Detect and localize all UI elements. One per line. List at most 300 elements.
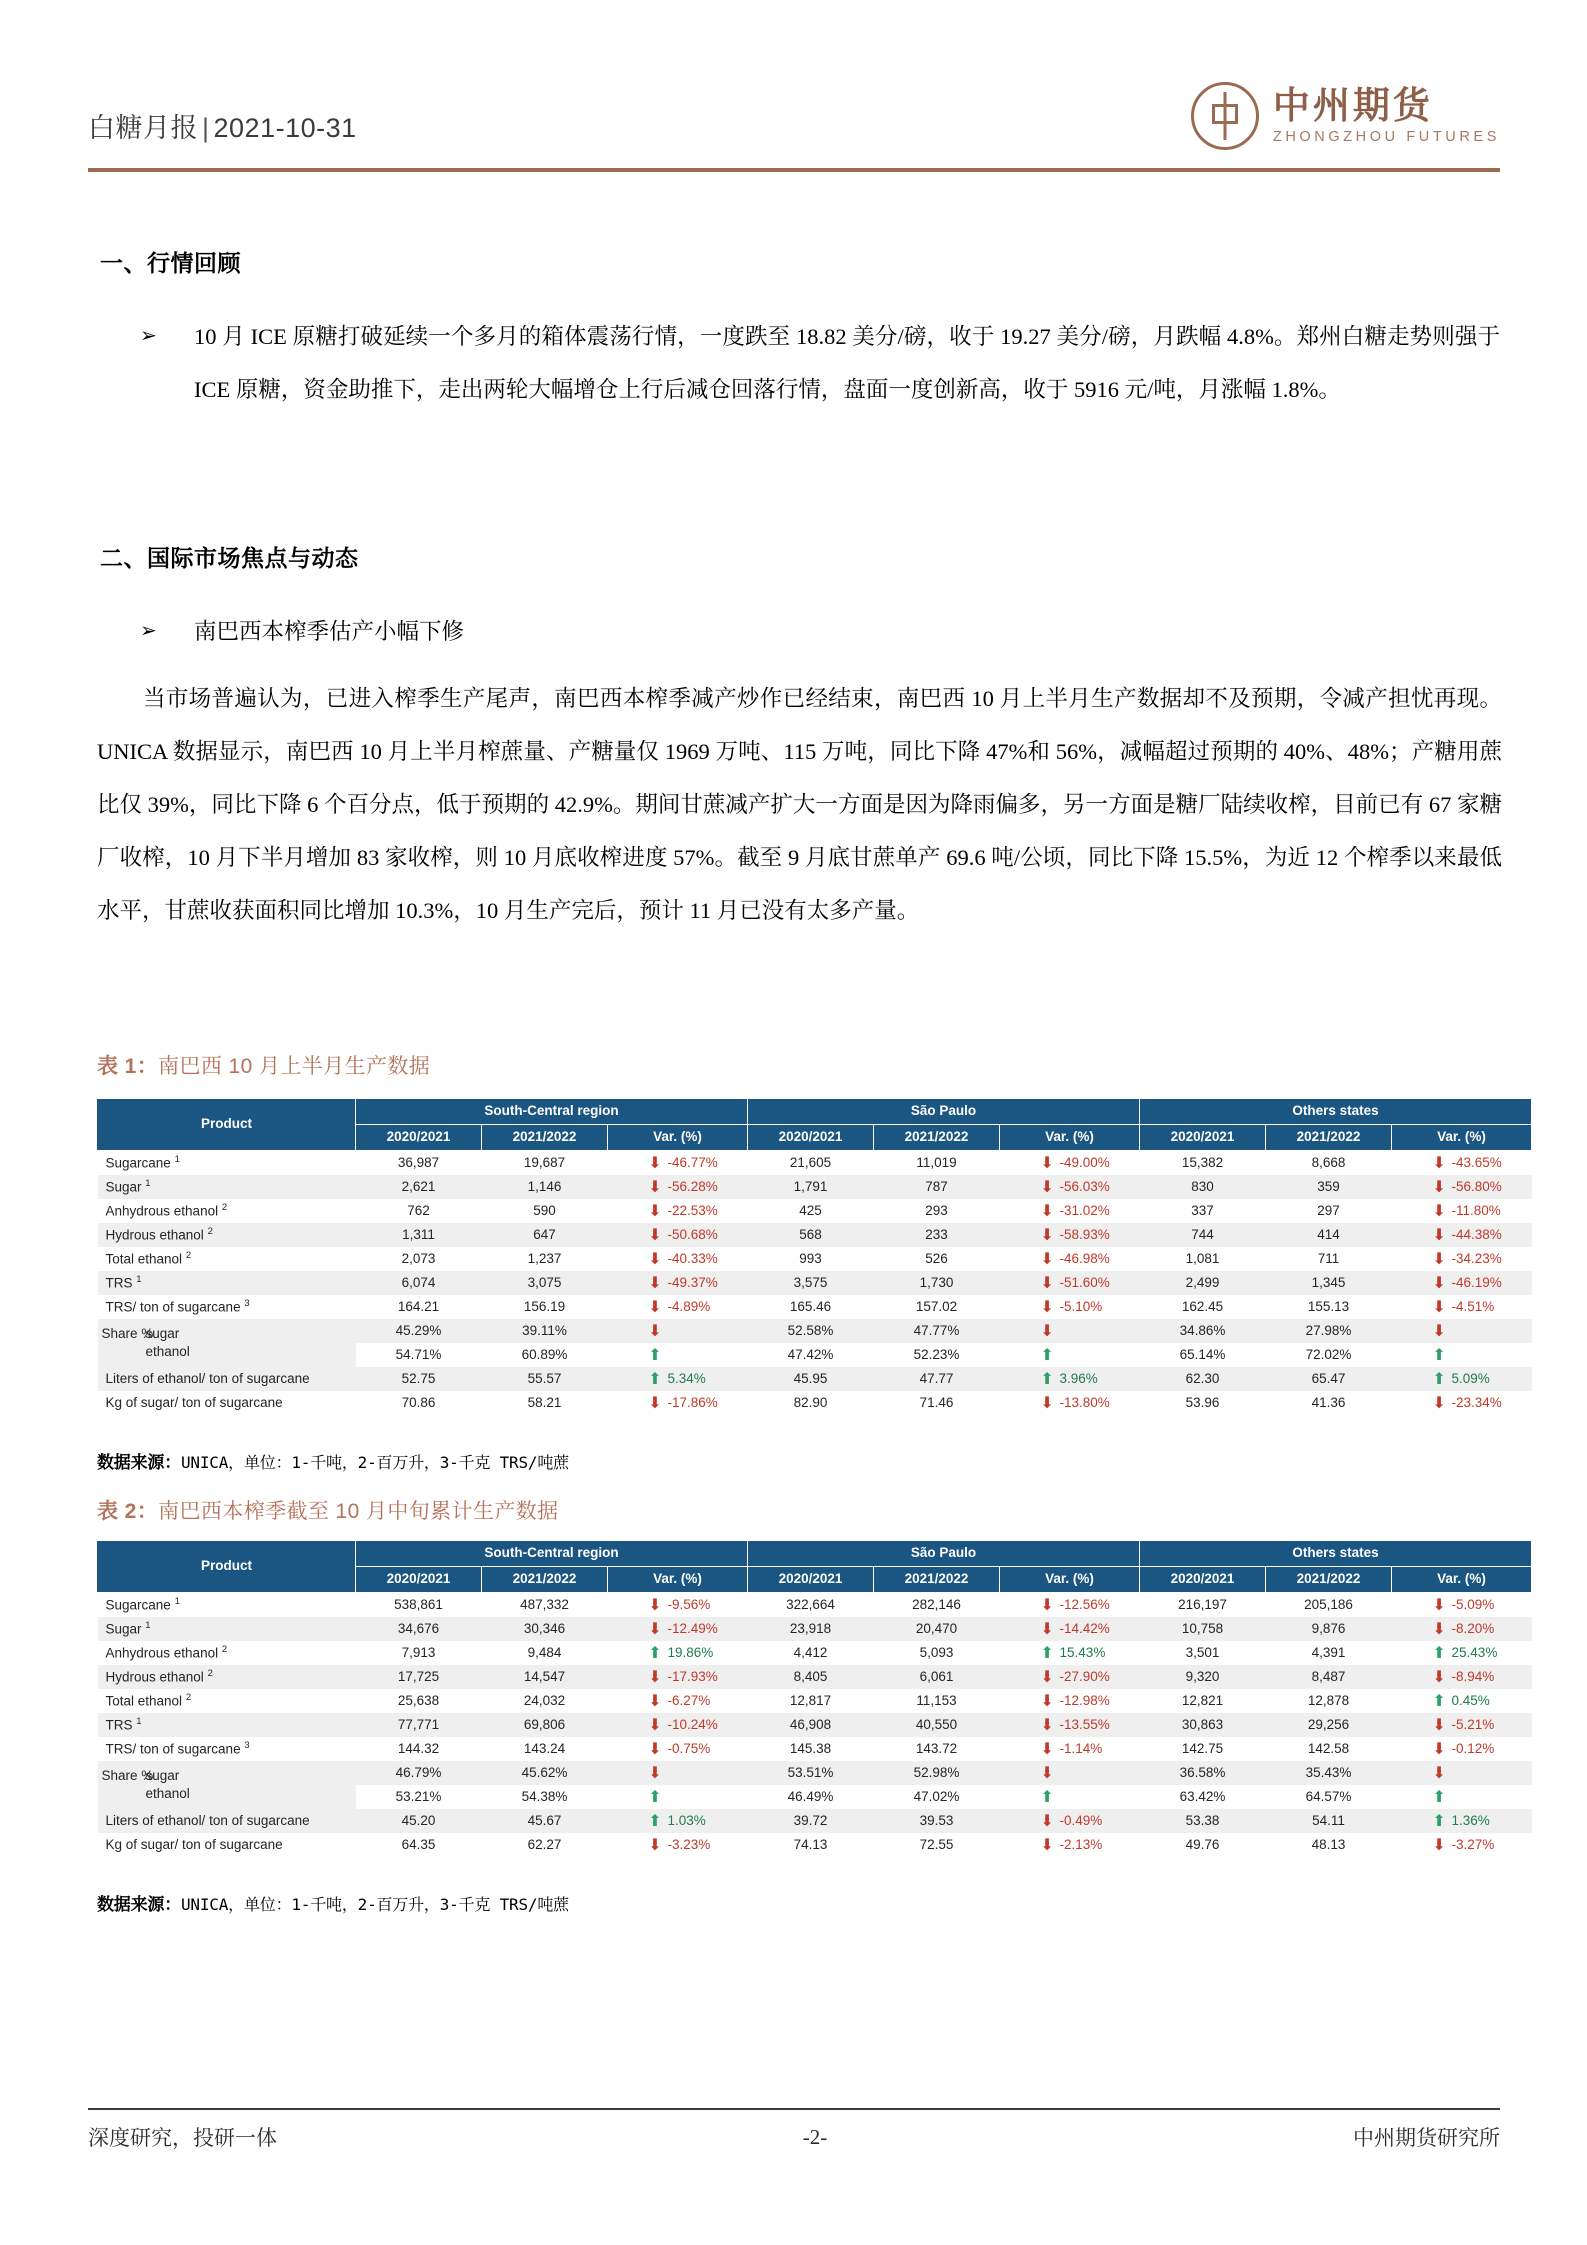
cell-value: 3,075 bbox=[482, 1271, 608, 1295]
report-title: 白糖月报 bbox=[88, 113, 198, 143]
cell-variance bbox=[608, 1343, 748, 1367]
cell-value: 744 bbox=[1140, 1223, 1266, 1247]
cell-value: 39.11% bbox=[482, 1319, 608, 1343]
table-1-col-sp-2020: 2020/2021 bbox=[748, 1124, 874, 1150]
cell-variance bbox=[1392, 1343, 1532, 1367]
down-arrow-icon: ⬇ bbox=[1040, 1176, 1054, 1196]
cell-value: 5,093 bbox=[919, 1644, 954, 1660]
section-2-bullet-text: 南巴西本榨季估产小幅下修 bbox=[194, 619, 465, 644]
cell-value: 282,146 bbox=[912, 1596, 961, 1612]
table-2-col-sc-var: Var. (%) bbox=[608, 1566, 748, 1592]
cell-value: 71.46 bbox=[919, 1394, 954, 1410]
down-arrow-icon: ⬇ bbox=[1432, 1176, 1446, 1196]
table-1-source-text: UNICA，单位：1-千吨，2-百万升，3-千克 TRS/吨蔗 bbox=[181, 1453, 569, 1472]
cell-value: 538,861 bbox=[394, 1596, 443, 1612]
down-arrow-icon: ⬇ bbox=[648, 1248, 662, 1268]
down-arrow-icon: ⬇ bbox=[1040, 1272, 1054, 1292]
down-arrow-icon: ⬇ bbox=[1040, 1690, 1054, 1710]
cell-value: 9,484 bbox=[527, 1644, 562, 1660]
cell-value: 157.02 bbox=[915, 1298, 958, 1314]
cell-value: 993 bbox=[799, 1250, 822, 1266]
down-arrow-icon: ⬇ bbox=[1432, 1152, 1446, 1172]
down-arrow-icon: ⬇ bbox=[1432, 1296, 1446, 1316]
cell-value: 143.72 bbox=[915, 1740, 958, 1756]
cell-value: 54.38% bbox=[521, 1788, 568, 1804]
cell-value: 1,237 bbox=[527, 1250, 562, 1266]
cell-value: 64.57% bbox=[1305, 1788, 1352, 1804]
cell-value: 3,575 bbox=[748, 1271, 874, 1295]
table-row bbox=[98, 1617, 1532, 1641]
cell-variance: ⬇ -56.03% bbox=[1000, 1175, 1140, 1199]
table-row bbox=[98, 1713, 1532, 1737]
cell-variance bbox=[1392, 1761, 1532, 1785]
down-arrow-icon: ⬇ bbox=[1432, 1320, 1446, 1340]
cell-value: 47.42% bbox=[787, 1346, 834, 1362]
table-2-head bbox=[98, 1541, 1532, 1593]
cell-value: 297 bbox=[1317, 1202, 1340, 1218]
cell-value: 82.90 bbox=[793, 1394, 828, 1410]
down-arrow-icon: ⬇ bbox=[1432, 1714, 1446, 1734]
up-arrow-icon: ⬆ bbox=[1040, 1368, 1054, 1388]
cell-variance bbox=[1000, 1319, 1140, 1343]
cell-value: 526 bbox=[925, 1250, 948, 1266]
down-arrow-icon: ⬇ bbox=[1432, 1618, 1446, 1638]
table-2-col-ot-var: Var. (%) bbox=[1392, 1566, 1532, 1592]
cell-variance: ⬇ -0.49% bbox=[1000, 1809, 1140, 1833]
cell-value: 52.98% bbox=[874, 1761, 1000, 1785]
cell-variance: ⬇ -46.77% bbox=[648, 1152, 718, 1172]
cell-variance bbox=[1392, 1785, 1532, 1809]
cell-value: 48.13 bbox=[1311, 1836, 1346, 1852]
cell-value: 359 bbox=[1266, 1175, 1392, 1199]
cell-value: 46.79% bbox=[356, 1761, 482, 1785]
down-arrow-icon: ⬇ bbox=[648, 1224, 662, 1244]
company-logo bbox=[1191, 78, 1500, 154]
cell-value: 34,676 bbox=[356, 1617, 482, 1641]
table-2-col-sp-2021: 2021/2022 bbox=[874, 1566, 1000, 1592]
table-1-col-sp-var: Var. (%) bbox=[1000, 1124, 1140, 1150]
down-arrow-icon: ⬇ bbox=[1040, 1152, 1054, 1172]
table-2-col-sc-2021: 2021/2022 bbox=[482, 1566, 608, 1592]
down-arrow-icon: ⬇ bbox=[1040, 1762, 1054, 1782]
cell-variance: ⬇ -1.14% bbox=[1040, 1738, 1103, 1758]
cell-value: 8,668 bbox=[1311, 1154, 1346, 1170]
table-1-caption-text: 南巴西 10 月上半月生产数据 bbox=[158, 1055, 431, 1078]
table-1-col-ot-var: Var. (%) bbox=[1392, 1124, 1532, 1150]
cell-value: 1,730 bbox=[874, 1271, 1000, 1295]
cell-value: 30,346 bbox=[482, 1617, 608, 1641]
cell-value: 143.24 bbox=[523, 1740, 566, 1756]
table-2-caption bbox=[97, 1495, 559, 1525]
cell-variance: ⬆ 0.45% bbox=[1432, 1690, 1490, 1710]
cell-variance: ⬇ -17.93% bbox=[608, 1665, 748, 1689]
cell-value: 45.29% bbox=[356, 1319, 482, 1343]
row-label: Kg of sugar/ ton of sugarcane bbox=[105, 1836, 283, 1852]
row-label: Hydrous ethanol $^2$ bbox=[98, 1665, 356, 1689]
cell-value: 1,311 bbox=[356, 1223, 482, 1247]
cell-value: 23,918 bbox=[748, 1617, 874, 1641]
down-arrow-icon: ⬇ bbox=[1040, 1738, 1054, 1758]
table-row bbox=[98, 1833, 1532, 1857]
down-arrow-icon: ⬇ bbox=[1040, 1834, 1054, 1854]
down-arrow-icon: ⬇ bbox=[1040, 1320, 1054, 1340]
cell-value: 55.57 bbox=[482, 1367, 608, 1391]
down-arrow-icon: ⬇ bbox=[1432, 1392, 1446, 1412]
cell-variance: ⬆ 15.43% bbox=[1040, 1642, 1106, 1662]
table-2 bbox=[97, 1540, 1532, 1857]
cell-variance: ⬆ 25.43% bbox=[1432, 1642, 1498, 1662]
cell-value: 142.75 bbox=[1181, 1740, 1224, 1756]
up-arrow-icon: ⬆ bbox=[648, 1810, 662, 1830]
table-2-source-text: UNICA，单位：1-千吨，2-百万升，3-千克 TRS/吨蔗 bbox=[181, 1895, 569, 1914]
cell-variance: ⬇ -31.02% bbox=[1040, 1200, 1110, 1220]
cell-value: 36,987 bbox=[397, 1154, 440, 1170]
cell-value: 164.21 bbox=[397, 1298, 440, 1314]
cell-value: 54.71% bbox=[395, 1346, 442, 1362]
cell-variance: ⬇ -12.56% bbox=[1040, 1594, 1110, 1614]
row-label: TRS $^1$ bbox=[98, 1271, 356, 1295]
cell-value: 40,550 bbox=[874, 1713, 1000, 1737]
cell-value: 47.77% bbox=[874, 1319, 1000, 1343]
page-header bbox=[88, 78, 1500, 170]
cell-value: 41.36 bbox=[1311, 1394, 1346, 1410]
table-row bbox=[98, 1665, 1532, 1689]
share-label bbox=[98, 1761, 356, 1809]
down-arrow-icon: ⬇ bbox=[648, 1594, 662, 1614]
cell-value: 53.38 bbox=[1140, 1809, 1266, 1833]
cell-variance: ⬇ -12.98% bbox=[1040, 1690, 1110, 1710]
cell-value: 425 bbox=[799, 1202, 822, 1218]
cell-value: 65.14% bbox=[1179, 1346, 1226, 1362]
up-arrow-icon: ⬆ bbox=[1040, 1786, 1054, 1806]
cell-value: 145.38 bbox=[789, 1740, 832, 1756]
cell-value: 9,320 bbox=[1140, 1665, 1266, 1689]
down-arrow-icon: ⬇ bbox=[1432, 1594, 1446, 1614]
cell-value: 1,791 bbox=[748, 1175, 874, 1199]
row-label: TRS $^1$ bbox=[98, 1713, 356, 1737]
down-arrow-icon: ⬇ bbox=[1040, 1666, 1054, 1686]
cell-value: 205,186 bbox=[1304, 1596, 1353, 1612]
cell-variance: ⬇ -56.28% bbox=[608, 1175, 748, 1199]
cell-variance: ⬇ -10.24% bbox=[608, 1713, 748, 1737]
table-row bbox=[98, 1175, 1532, 1199]
table-row bbox=[98, 1150, 1532, 1175]
table-2-group-others: Others states bbox=[1140, 1541, 1532, 1567]
up-arrow-icon: ⬆ bbox=[1432, 1690, 1446, 1710]
table-1-source bbox=[97, 1448, 569, 1473]
down-arrow-icon: ⬇ bbox=[648, 1296, 662, 1316]
cell-value: 8,487 bbox=[1266, 1665, 1392, 1689]
footer-page-number: -2- bbox=[802, 2124, 828, 2149]
table-1-caption bbox=[97, 1050, 430, 1080]
down-arrow-icon: ⬇ bbox=[1040, 1248, 1054, 1268]
cell-value: 3,501 bbox=[1185, 1644, 1220, 1660]
up-arrow-icon: ⬆ bbox=[1432, 1642, 1446, 1662]
table-1-col-sc-var: Var. (%) bbox=[608, 1124, 748, 1150]
cell-value: 6,061 bbox=[874, 1665, 1000, 1689]
cell-value: 11,019 bbox=[916, 1154, 957, 1170]
down-arrow-icon: ⬇ bbox=[1432, 1666, 1446, 1686]
cell-value: 63.42% bbox=[1179, 1788, 1226, 1804]
up-arrow-icon: ⬆ bbox=[648, 1368, 662, 1388]
cell-value: 21,605 bbox=[789, 1154, 832, 1170]
up-arrow-icon: ⬆ bbox=[1040, 1344, 1054, 1364]
cell-variance: ⬇ -22.53% bbox=[648, 1200, 718, 1220]
down-arrow-icon: ⬇ bbox=[1432, 1762, 1446, 1782]
share-label-text: Share % bbox=[101, 1326, 154, 1342]
table-1-product-header: Product bbox=[98, 1099, 356, 1151]
table-row bbox=[98, 1391, 1532, 1415]
down-arrow-icon: ⬇ bbox=[1432, 1200, 1446, 1220]
cell-value: 53.96 bbox=[1185, 1394, 1220, 1410]
table-2-source-label: 数据来源： bbox=[97, 1895, 181, 1914]
cell-value: 1,146 bbox=[482, 1175, 608, 1199]
cell-value: 15,382 bbox=[1181, 1154, 1224, 1170]
cell-value: 25,638 bbox=[397, 1692, 440, 1708]
cell-variance bbox=[1392, 1319, 1532, 1343]
table-2-group-south-central: South-Central region bbox=[356, 1541, 748, 1567]
up-arrow-icon: ⬆ bbox=[648, 1642, 662, 1662]
cell-variance: ⬇ -8.20% bbox=[1392, 1617, 1532, 1641]
cell-variance: ⬆ 3.96% bbox=[1000, 1367, 1140, 1391]
bullet-arrow-icon: ➢ bbox=[140, 325, 157, 347]
table-2-caption-prefix: 表 2： bbox=[97, 1500, 159, 1523]
table-1-group-header-row bbox=[98, 1099, 1532, 1125]
down-arrow-icon: ⬇ bbox=[1432, 1248, 1446, 1268]
row-label: Kg of sugar/ ton of sugarcane bbox=[105, 1394, 283, 1410]
cell-variance: ⬇ -8.94% bbox=[1392, 1665, 1532, 1689]
row-label: Sugarcane $^1$ bbox=[105, 1595, 180, 1613]
cell-value: 65.47 bbox=[1266, 1367, 1392, 1391]
table-2-product-header: Product bbox=[98, 1541, 356, 1593]
down-arrow-icon: ⬇ bbox=[648, 1714, 662, 1734]
cell-variance bbox=[1000, 1761, 1140, 1785]
cell-value: 590 bbox=[533, 1202, 556, 1218]
cell-value: 30,863 bbox=[1140, 1713, 1266, 1737]
cell-variance: ⬇ -51.60% bbox=[1000, 1271, 1140, 1295]
cell-value: 29,256 bbox=[1266, 1713, 1392, 1737]
table-row bbox=[98, 1367, 1532, 1391]
row-label: Anhydrous ethanol $^2$ bbox=[105, 1201, 228, 1219]
cell-value: 10,758 bbox=[1140, 1617, 1266, 1641]
table-1-col-sc-2020: 2020/2021 bbox=[356, 1124, 482, 1150]
table-2-group-header-row bbox=[98, 1541, 1532, 1567]
cell-value: 47.77 bbox=[874, 1367, 1000, 1391]
share-label bbox=[98, 1319, 356, 1367]
table-row-share-sugar bbox=[98, 1319, 1532, 1343]
cell-value: 72.55 bbox=[919, 1836, 954, 1852]
cell-value: 322,664 bbox=[786, 1596, 835, 1612]
table-2-col-sc-2020: 2020/2021 bbox=[356, 1566, 482, 1592]
page-footer bbox=[88, 2122, 1500, 2152]
table-1-col-sp-2021: 2021/2022 bbox=[874, 1124, 1000, 1150]
down-arrow-icon: ⬇ bbox=[648, 1690, 662, 1710]
cell-value: 53.21% bbox=[395, 1788, 442, 1804]
down-arrow-icon: ⬇ bbox=[648, 1392, 662, 1412]
cell-variance: ⬇ -13.55% bbox=[1000, 1713, 1140, 1737]
cell-value: 4,412 bbox=[793, 1644, 828, 1660]
cell-value: 45.67 bbox=[482, 1809, 608, 1833]
cell-variance: ⬇ -0.12% bbox=[1432, 1738, 1495, 1758]
share-label-text: Share % bbox=[101, 1768, 154, 1784]
table-1-source-label: 数据来源： bbox=[97, 1453, 181, 1472]
table-row bbox=[98, 1247, 1532, 1271]
cell-variance: ⬆ 1.36% bbox=[1392, 1809, 1532, 1833]
cell-variance: ⬇ -3.23% bbox=[648, 1834, 711, 1854]
down-arrow-icon: ⬇ bbox=[648, 1272, 662, 1292]
cell-value: 711 bbox=[1317, 1250, 1340, 1266]
cell-variance bbox=[608, 1319, 748, 1343]
cell-value: 156.19 bbox=[523, 1298, 566, 1314]
up-arrow-icon: ⬆ bbox=[1432, 1368, 1446, 1388]
down-arrow-icon: ⬇ bbox=[1040, 1594, 1054, 1614]
cell-variance: ⬇ -11.80% bbox=[1432, 1200, 1501, 1220]
cell-value: 647 bbox=[482, 1223, 608, 1247]
cell-value: 58.21 bbox=[527, 1394, 562, 1410]
section-1-bullet bbox=[140, 310, 1500, 416]
cell-value: 47.02% bbox=[913, 1788, 960, 1804]
cell-value: 46,908 bbox=[748, 1713, 874, 1737]
cell-variance: ⬇ -44.38% bbox=[1392, 1223, 1532, 1247]
cell-value: 293 bbox=[925, 1202, 948, 1218]
header-separator: | bbox=[202, 113, 210, 143]
row-label: Hydrous ethanol $^2$ bbox=[98, 1223, 356, 1247]
cell-value: 70.86 bbox=[401, 1394, 436, 1410]
table-row bbox=[98, 1641, 1532, 1665]
up-arrow-icon: ⬆ bbox=[648, 1344, 662, 1364]
cell-value: 74.13 bbox=[793, 1836, 828, 1852]
row-label: Anhydrous ethanol $^2$ bbox=[105, 1643, 228, 1661]
cell-value: 6,074 bbox=[356, 1271, 482, 1295]
table-1-group-sao-paulo: São Paulo bbox=[748, 1099, 1140, 1125]
cell-value: 62.30 bbox=[1140, 1367, 1266, 1391]
cell-value: 487,332 bbox=[520, 1596, 569, 1612]
cell-value: 830 bbox=[1140, 1175, 1266, 1199]
down-arrow-icon: ⬇ bbox=[1040, 1224, 1054, 1244]
down-arrow-icon: ⬇ bbox=[1432, 1272, 1446, 1292]
table-2-body bbox=[98, 1592, 1532, 1857]
cell-variance: ⬇ -2.13% bbox=[1040, 1834, 1103, 1854]
cell-variance bbox=[1000, 1343, 1140, 1367]
cell-value: 14,547 bbox=[482, 1665, 608, 1689]
share-ethanol-label: ethanol bbox=[145, 1785, 190, 1801]
cell-variance: ⬆ 5.09% bbox=[1392, 1367, 1532, 1391]
table-row bbox=[98, 1271, 1532, 1295]
cell-value: 49.76 bbox=[1185, 1836, 1220, 1852]
cell-value: 54.11 bbox=[1266, 1809, 1392, 1833]
cell-value: 1,081 bbox=[1185, 1250, 1220, 1266]
cell-value: 52.75 bbox=[356, 1367, 482, 1391]
table-2-caption-text: 南巴西本榨季截至 10 月中旬累计生产数据 bbox=[158, 1500, 559, 1523]
logo-chinese-name: 中州期货 bbox=[1272, 85, 1433, 127]
table-2-group-sao-paulo: São Paulo bbox=[748, 1541, 1140, 1567]
cell-value: 337 bbox=[1191, 1202, 1214, 1218]
cell-variance bbox=[1000, 1785, 1140, 1809]
up-arrow-icon: ⬆ bbox=[1432, 1810, 1446, 1830]
cell-value: 762 bbox=[407, 1202, 430, 1218]
table-1-col-sc-2021: 2021/2022 bbox=[482, 1124, 608, 1150]
cell-value: 72.02% bbox=[1305, 1346, 1352, 1362]
header-title bbox=[88, 106, 357, 145]
table-1-group-south-central: South-Central region bbox=[356, 1099, 748, 1125]
cell-variance: ⬇ -56.80% bbox=[1392, 1175, 1532, 1199]
cell-variance: ⬇ -46.19% bbox=[1392, 1271, 1532, 1295]
down-arrow-icon: ⬇ bbox=[1432, 1738, 1446, 1758]
logo-english-name: ZHONGZHOU FUTURES bbox=[1272, 128, 1500, 145]
cell-value: 45.20 bbox=[356, 1809, 482, 1833]
up-arrow-icon: ⬆ bbox=[1432, 1786, 1446, 1806]
cell-value: 20,470 bbox=[874, 1617, 1000, 1641]
cell-value: 2,073 bbox=[401, 1250, 436, 1266]
cell-variance: ⬇ -0.75% bbox=[648, 1738, 711, 1758]
cell-variance: ⬇ -5.21% bbox=[1392, 1713, 1532, 1737]
cell-value: 77,771 bbox=[356, 1713, 482, 1737]
cell-variance: ⬇ -58.93% bbox=[1000, 1223, 1140, 1247]
section-2-bullet bbox=[140, 605, 1500, 658]
header-divider bbox=[88, 168, 1500, 172]
cell-value: 35.43% bbox=[1266, 1761, 1392, 1785]
down-arrow-icon: ⬇ bbox=[1040, 1714, 1054, 1734]
cell-value: 7,913 bbox=[401, 1644, 436, 1660]
cell-value: 9,876 bbox=[1266, 1617, 1392, 1641]
table-row bbox=[98, 1223, 1532, 1247]
table-row bbox=[98, 1199, 1532, 1223]
cell-value: 45.62% bbox=[482, 1761, 608, 1785]
cell-value: 24,032 bbox=[523, 1692, 566, 1708]
share-sugar-label: sugar bbox=[145, 1768, 180, 1784]
report-date: 2021-10-31 bbox=[213, 113, 357, 143]
cell-variance: ⬇ -14.42% bbox=[1000, 1617, 1140, 1641]
row-label: Liters of ethanol/ ton of sugarcane bbox=[98, 1809, 356, 1833]
cell-variance: ⬇ -3.27% bbox=[1432, 1834, 1495, 1854]
up-arrow-icon: ⬆ bbox=[1432, 1344, 1446, 1364]
cell-value: 1,345 bbox=[1266, 1271, 1392, 1295]
cell-value: 4,391 bbox=[1311, 1644, 1346, 1660]
section-1-heading: 一、行情回顾 bbox=[100, 250, 241, 276]
cell-value: 216,197 bbox=[1178, 1596, 1227, 1612]
down-arrow-icon: ⬇ bbox=[1432, 1834, 1446, 1854]
cell-variance: ⬆ 1.03% bbox=[608, 1809, 748, 1833]
cell-variance: ⬇ -23.34% bbox=[1432, 1392, 1502, 1412]
down-arrow-icon: ⬇ bbox=[1040, 1296, 1054, 1316]
cell-variance bbox=[608, 1761, 748, 1785]
up-arrow-icon: ⬆ bbox=[648, 1786, 662, 1806]
table-2-col-sp-var: Var. (%) bbox=[1000, 1566, 1140, 1592]
table-2-col-ot-2020: 2020/2021 bbox=[1140, 1566, 1266, 1592]
row-label: Total ethanol $^2$ bbox=[105, 1691, 192, 1709]
down-arrow-icon: ⬇ bbox=[1040, 1392, 1054, 1412]
cell-variance: ⬇ -46.98% bbox=[1040, 1248, 1110, 1268]
cell-variance: ⬇ -12.49% bbox=[608, 1617, 748, 1641]
down-arrow-icon: ⬇ bbox=[648, 1738, 662, 1758]
table-row bbox=[98, 1737, 1532, 1761]
cell-value: 12,821 bbox=[1181, 1692, 1224, 1708]
cell-value: 39.53 bbox=[874, 1809, 1000, 1833]
cell-variance: ⬇ -27.90% bbox=[1000, 1665, 1140, 1689]
cell-value: 36.58% bbox=[1140, 1761, 1266, 1785]
cell-variance: ⬇ -17.86% bbox=[648, 1392, 718, 1412]
logo-wordmark bbox=[1273, 87, 1500, 144]
cell-value: 52.58% bbox=[748, 1319, 874, 1343]
table-2-col-sp-2020: 2020/2021 bbox=[748, 1566, 874, 1592]
down-arrow-icon: ⬇ bbox=[648, 1152, 662, 1172]
row-label: TRS/ ton of sugarcane $^3$ bbox=[105, 1297, 250, 1315]
down-arrow-icon: ⬇ bbox=[1040, 1618, 1054, 1638]
table-1-head bbox=[98, 1099, 1532, 1151]
cell-value: 17,725 bbox=[356, 1665, 482, 1689]
footer-left: 深度研究，投研一体 bbox=[88, 2127, 277, 2150]
table-2-col-ot-2021: 2021/2022 bbox=[1266, 1566, 1392, 1592]
